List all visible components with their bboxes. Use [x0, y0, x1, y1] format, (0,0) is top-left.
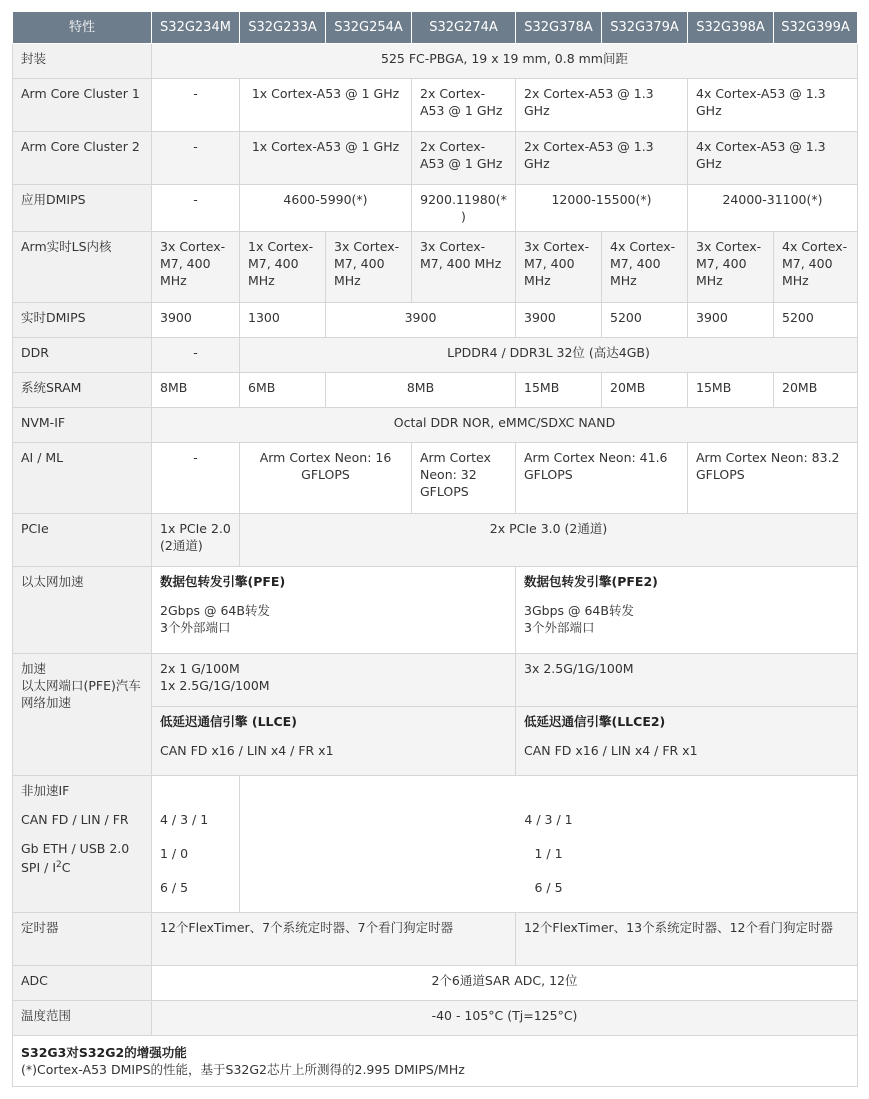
table-cell: 2个6通道SAR ADC, 12位 — [152, 966, 858, 1001]
row-ddr — [13, 338, 858, 373]
table-cell: - — [152, 338, 240, 373]
row-label: 封装 — [13, 44, 152, 79]
table-cell: Octal DDR NOR, eMMC/SDXC NAND — [152, 408, 858, 443]
header-row — [13, 12, 858, 44]
llce-title: 低延迟通信引擎 (LLCE) — [160, 714, 297, 729]
table-cell: 4x Cortex-M7, 400 MHz — [602, 232, 688, 303]
row-label: DDR — [13, 338, 152, 373]
table-cell: 1300 — [240, 303, 326, 338]
table-cell: 3900 — [152, 303, 240, 338]
table-cell — [152, 567, 516, 654]
header-s32g233a: S32G233A — [240, 12, 326, 44]
table-cell: 24000-31100(*) — [688, 185, 858, 232]
row-label: PCIe — [13, 514, 152, 567]
label-line: CAN FD / LIN / FR — [21, 812, 129, 827]
table-cell: Arm Cortex Neon: 32 GFLOPS — [412, 443, 516, 514]
pfe2-title: 数据包转发引擎(PFE2) — [524, 574, 658, 589]
table-cell: 12个FlexTimer、13个系统定时器、12个看门狗定时器 — [516, 913, 858, 966]
row-sram — [13, 373, 858, 408]
label-line: 以太网端口(PFE)汽车 — [21, 678, 141, 693]
table-cell: 4600-5990(*) — [240, 185, 412, 232]
row-label: 温度范围 — [13, 1001, 152, 1036]
table-cell: 1x PCIe 2.0 (2通道) — [152, 514, 240, 567]
table-cell: 3x 2.5G/1G/100M — [516, 654, 858, 707]
row-rt-dmips — [13, 303, 858, 338]
table-cell: 2x Cortex-A53 @ 1 GHz — [412, 79, 516, 132]
table-cell: 3x Cortex-M7, 400 MHz — [516, 232, 602, 303]
label-line — [21, 857, 143, 876]
table-cell: 20MB — [602, 373, 688, 408]
pfe2-line: 3Gbps @ 64B转发 — [524, 603, 634, 618]
row-label: Arm Core Cluster 2 — [13, 132, 152, 185]
table-cell: 9200.11980(*) — [412, 185, 516, 232]
row-nonaccel — [13, 776, 858, 913]
table-cell: - — [152, 132, 240, 185]
row-cluster1 — [13, 79, 858, 132]
pfe-line: 2Gbps @ 64B转发 — [160, 603, 270, 618]
header-feature: 特性 — [13, 12, 152, 44]
cell-line: 6 / 5 — [534, 880, 563, 895]
table-cell: - — [152, 185, 240, 232]
header-s32g274a: S32G274A — [412, 12, 516, 44]
table-cell: 2x Cortex-A53 @ 1.3 GHz — [516, 79, 688, 132]
row-label: Arm Core Cluster 1 — [13, 79, 152, 132]
table-cell: 12个FlexTimer、7个系统定时器、7个看门狗定时器 — [152, 913, 516, 966]
row-adc — [13, 966, 858, 1001]
table-cell — [516, 707, 858, 776]
row-nvm — [13, 408, 858, 443]
llce-line: CAN FD x16 / LIN x4 / FR x1 — [160, 743, 334, 758]
row-pcie — [13, 514, 858, 567]
table-cell: -40 - 105°C (Tj=125°C) — [152, 1001, 858, 1036]
table-cell: 15MB — [516, 373, 602, 408]
header-s32g379a: S32G379A — [602, 12, 688, 44]
footer-note: (*)Cortex-A53 DMIPS的性能，基于S32G2芯片上所测得的2.995 DMIPS/MHz — [21, 1062, 465, 1077]
label-line: Gb ETH / USB 2.0 — [21, 841, 130, 856]
cell-line: 1x 2.5G/1G/100M — [160, 678, 270, 693]
table-cell: 4x Cortex-M7, 400 MHz — [774, 232, 858, 303]
footer-cell — [13, 1036, 858, 1087]
row-ls-cores — [13, 232, 858, 303]
table-cell: 5200 — [602, 303, 688, 338]
footer-row — [13, 1036, 858, 1087]
table-cell: 15MB — [688, 373, 774, 408]
row-label: Arm实时LS内核 — [13, 232, 152, 303]
header-s32g398a: S32G398A — [688, 12, 774, 44]
label-part: 2 — [56, 860, 62, 870]
cell-line: 1 / 1 — [534, 846, 563, 861]
cell-line: 4 / 3 / 1 — [160, 812, 209, 827]
row-label: 应用DMIPS — [13, 185, 152, 232]
pfe-title: 数据包转发引擎(PFE) — [160, 574, 286, 589]
table-cell: 4x Cortex-A53 @ 1.3 GHz — [688, 132, 858, 185]
table-cell — [240, 776, 858, 913]
table-cell: 3900 — [326, 303, 516, 338]
table-cell: 2x Cortex-A53 @ 1 GHz — [412, 132, 516, 185]
label-part: SPI / I — [21, 860, 57, 876]
table-cell: 1x Cortex-A53 @ 1 GHz — [240, 132, 412, 185]
table-cell: LPDDR4 / DDR3L 32位 (高达4GB) — [240, 338, 858, 373]
header-s32g399a: S32G399A — [774, 12, 858, 44]
table-cell — [516, 567, 858, 654]
table-cell: 12000-15500(*) — [516, 185, 688, 232]
spec-table — [12, 11, 858, 1087]
pfe2-line: 3个外部端口 — [524, 620, 595, 635]
table-cell — [152, 654, 516, 707]
table-cell: 3x Cortex-M7, 400 MHz — [688, 232, 774, 303]
row-label: AI / ML — [13, 443, 152, 514]
table-cell: 1x Cortex-M7, 400 MHz — [240, 232, 326, 303]
header-s32g378a: S32G378A — [516, 12, 602, 44]
row-package — [13, 44, 858, 79]
table-cell — [152, 776, 240, 913]
row-label — [13, 776, 152, 913]
row-temp — [13, 1001, 858, 1036]
pfe-line: 3个外部端口 — [160, 620, 231, 635]
spec-table-container — [12, 11, 858, 1087]
row-timers — [13, 913, 858, 966]
table-cell: 5200 — [774, 303, 858, 338]
row-accel-ports — [13, 654, 858, 707]
table-cell: 8MB — [326, 373, 516, 408]
llce2-line: CAN FD x16 / LIN x4 / FR x1 — [524, 743, 698, 758]
row-label: NVM-IF — [13, 408, 152, 443]
label-line: 非加速IF — [21, 783, 70, 798]
table-cell: 1x Cortex-A53 @ 1 GHz — [240, 79, 412, 132]
cell-line: 2x 1 G/100M — [160, 661, 240, 676]
row-ethernet-accel — [13, 567, 858, 654]
header-s32g234m: S32G234M — [152, 12, 240, 44]
cell-line: 4 / 3 / 1 — [524, 812, 573, 827]
row-ai-ml — [13, 443, 858, 514]
label-part: C — [61, 860, 71, 876]
row-label: 实时DMIPS — [13, 303, 152, 338]
table-cell: Arm Cortex Neon: 16 GFLOPS — [240, 443, 412, 514]
table-cell: - — [152, 443, 240, 514]
table-cell: Arm Cortex Neon: 41.6 GFLOPS — [516, 443, 688, 514]
package-value: 525 FC-PBGA, 19 x 19 mm, 0.8 mm间距 — [152, 44, 858, 79]
label-line: 网络加速 — [21, 695, 72, 710]
cell-line: 6 / 5 — [160, 880, 189, 895]
table-cell: 3x Cortex-M7, 400 MHz — [412, 232, 516, 303]
table-cell: - — [152, 79, 240, 132]
row-app-dmips — [13, 185, 858, 232]
table-cell: 20MB — [774, 373, 858, 408]
row-label — [13, 654, 152, 776]
footer-title: S32G3对S32G2的增强功能 — [21, 1045, 187, 1060]
table-cell: 3x Cortex-M7, 400 MHz — [152, 232, 240, 303]
table-cell: Arm Cortex Neon: 83.2 GFLOPS — [688, 443, 858, 514]
row-label: 定时器 — [13, 913, 152, 966]
table-cell: 3900 — [516, 303, 602, 338]
row-cluster2 — [13, 132, 858, 185]
table-cell — [152, 707, 516, 776]
llce2-title: 低延迟通信引擎(LLCE2) — [524, 714, 666, 729]
table-cell: 4x Cortex-A53 @ 1.3 GHz — [688, 79, 858, 132]
row-label: ADC — [13, 966, 152, 1001]
table-cell: 3x Cortex-M7, 400 MHz — [326, 232, 412, 303]
table-cell: 3900 — [688, 303, 774, 338]
cell-line: 1 / 0 — [160, 846, 189, 861]
label-line: 加速 — [21, 661, 47, 676]
row-label: 系统SRAM — [13, 373, 152, 408]
row-label: 以太网加速 — [13, 567, 152, 654]
header-s32g254a: S32G254A — [326, 12, 412, 44]
table-cell: 8MB — [152, 373, 240, 408]
table-cell: 6MB — [240, 373, 326, 408]
table-cell: 2x PCIe 3.0 (2通道) — [240, 514, 858, 567]
table-cell: 2x Cortex-A53 @ 1.3 GHz — [516, 132, 688, 185]
